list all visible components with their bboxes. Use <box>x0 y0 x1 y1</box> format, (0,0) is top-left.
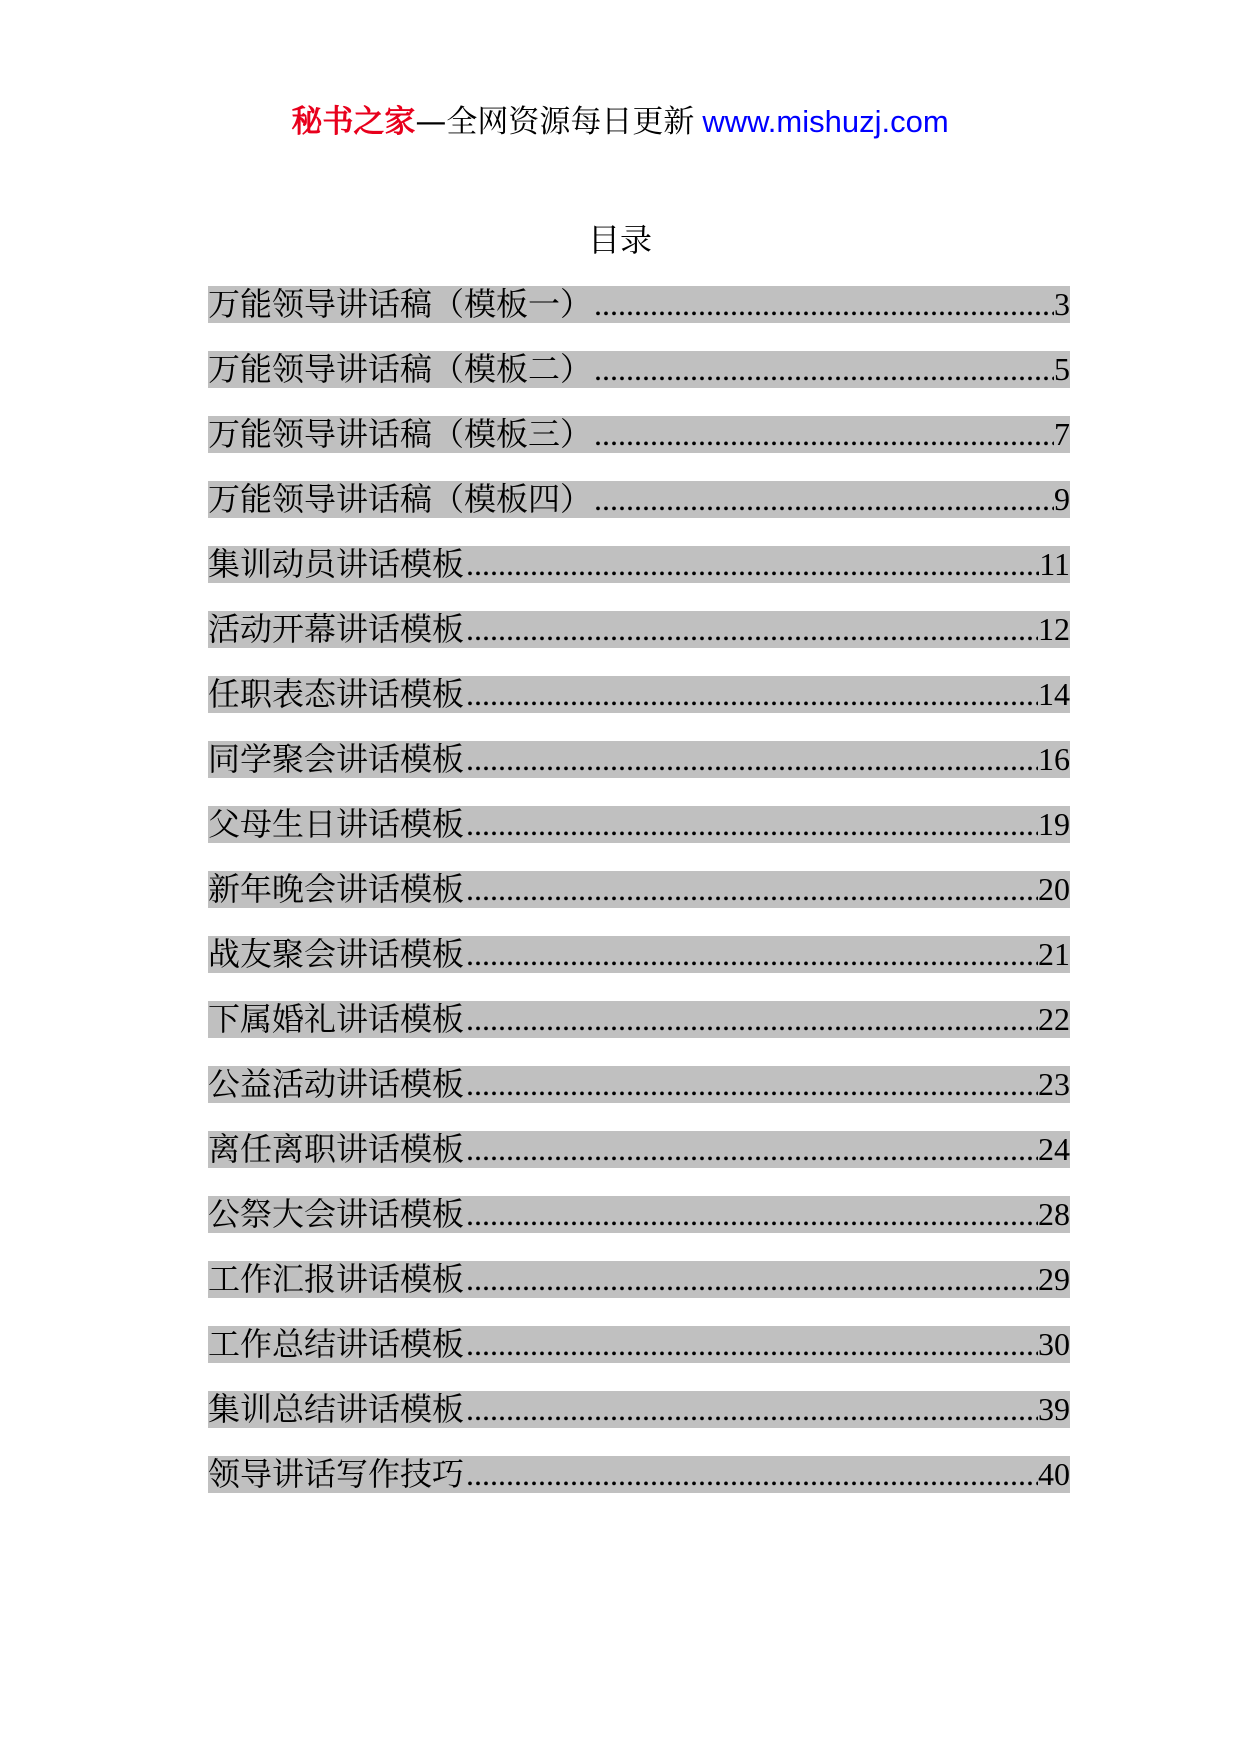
dot-leader <box>466 1326 1038 1363</box>
toc-entry[interactable] <box>208 806 1070 843</box>
toc-entry-page: 22 <box>1038 1001 1070 1037</box>
toc-entry-page: 12 <box>1038 611 1070 647</box>
toc-entry-title: 活动开幕讲话模板 <box>208 611 465 648</box>
toc-entry[interactable] <box>208 351 1070 388</box>
toc-entry-page: 23 <box>1038 1066 1070 1102</box>
table-of-contents <box>208 286 1070 1521</box>
dot-leader <box>466 546 1039 583</box>
toc-entry[interactable] <box>208 1066 1070 1103</box>
toc-entry[interactable] <box>208 1326 1070 1363</box>
toc-entry-title: 公祭大会讲话模板 <box>208 1196 465 1233</box>
dot-leader <box>466 871 1038 908</box>
toc-entry-page: 9 <box>1054 481 1070 517</box>
dot-leader <box>466 1196 1038 1233</box>
dot-leader <box>594 481 1054 518</box>
toc-entry-title: 父母生日讲话模板 <box>208 806 465 843</box>
toc-entry-title: 公益活动讲话模板 <box>208 1066 465 1103</box>
toc-entry[interactable] <box>208 936 1070 973</box>
page-header <box>0 100 1240 144</box>
toc-entry-page: 21 <box>1038 936 1070 972</box>
site-link[interactable]: www.mishuzj.com <box>702 104 949 139</box>
toc-entry-page: 7 <box>1054 416 1070 452</box>
toc-entry-page: 28 <box>1038 1196 1070 1232</box>
toc-entry[interactable] <box>208 1456 1070 1493</box>
toc-entry-page: 29 <box>1038 1261 1070 1297</box>
toc-entry-page: 20 <box>1038 871 1070 907</box>
toc-entry-page: 5 <box>1054 351 1070 387</box>
dot-leader <box>466 741 1038 778</box>
toc-entry-title: 领导讲话写作技巧 <box>208 1456 465 1493</box>
toc-entry[interactable] <box>208 611 1070 648</box>
dot-leader <box>466 611 1038 648</box>
toc-entry-title: 任职表态讲话模板 <box>208 676 465 713</box>
toc-entry-title: 集训动员讲话模板 <box>208 546 465 583</box>
toc-entry-page: 3 <box>1054 286 1070 322</box>
toc-entry[interactable] <box>208 546 1070 583</box>
toc-entry-title: 新年晚会讲话模板 <box>208 871 465 908</box>
dot-leader <box>466 1261 1038 1298</box>
toc-entry-title: 下属婚礼讲话模板 <box>208 1001 465 1038</box>
toc-entry-title: 集训总结讲话模板 <box>208 1391 465 1428</box>
toc-entry-page: 11 <box>1039 546 1070 582</box>
toc-title: 目录 <box>587 221 652 259</box>
toc-entry[interactable] <box>208 286 1070 323</box>
dot-leader <box>466 1391 1038 1428</box>
dot-leader <box>466 1131 1038 1168</box>
dot-leader <box>594 286 1054 323</box>
toc-entry[interactable] <box>208 871 1070 908</box>
toc-entry-title: 工作总结讲话模板 <box>208 1326 465 1363</box>
toc-entry-title: 万能领导讲话稿（模板四） <box>208 481 593 518</box>
dot-leader <box>466 1456 1038 1493</box>
header-slogan: —全网资源每日更新 <box>415 104 695 140</box>
dot-leader <box>466 676 1038 713</box>
toc-entry[interactable] <box>208 416 1070 453</box>
dot-leader <box>594 351 1054 388</box>
dot-leader <box>466 1066 1038 1103</box>
toc-entry-title: 离任离职讲话模板 <box>208 1131 465 1168</box>
dot-leader <box>594 416 1054 453</box>
toc-entry-title: 万能领导讲话稿（模板三） <box>208 416 593 453</box>
toc-entry-page: 16 <box>1038 741 1070 777</box>
toc-entry-title: 战友聚会讲话模板 <box>208 936 465 973</box>
toc-entry[interactable] <box>208 1261 1070 1298</box>
toc-entry-page: 39 <box>1038 1391 1070 1427</box>
toc-entry-page: 24 <box>1038 1131 1070 1167</box>
toc-entry-page: 30 <box>1038 1326 1070 1362</box>
toc-entry-title: 工作汇报讲话模板 <box>208 1261 465 1298</box>
toc-entry[interactable] <box>208 1001 1070 1038</box>
brand-name: 秘书之家 <box>291 104 416 140</box>
toc-entry-title: 万能领导讲话稿（模板二） <box>208 351 593 388</box>
toc-entry-page: 40 <box>1038 1456 1070 1492</box>
toc-entry-title: 同学聚会讲话模板 <box>208 741 465 778</box>
toc-entry[interactable] <box>208 1131 1070 1168</box>
dot-leader <box>466 1001 1038 1038</box>
toc-entry[interactable] <box>208 1196 1070 1233</box>
dot-leader <box>466 936 1038 973</box>
toc-entry-title: 万能领导讲话稿（模板一） <box>208 286 593 323</box>
toc-entry-page: 19 <box>1038 806 1070 842</box>
toc-entry[interactable] <box>208 676 1070 713</box>
toc-entry[interactable] <box>208 1391 1070 1428</box>
toc-entry[interactable] <box>208 741 1070 778</box>
toc-entry-page: 14 <box>1038 676 1070 712</box>
toc-entry[interactable] <box>208 481 1070 518</box>
dot-leader <box>466 806 1038 843</box>
